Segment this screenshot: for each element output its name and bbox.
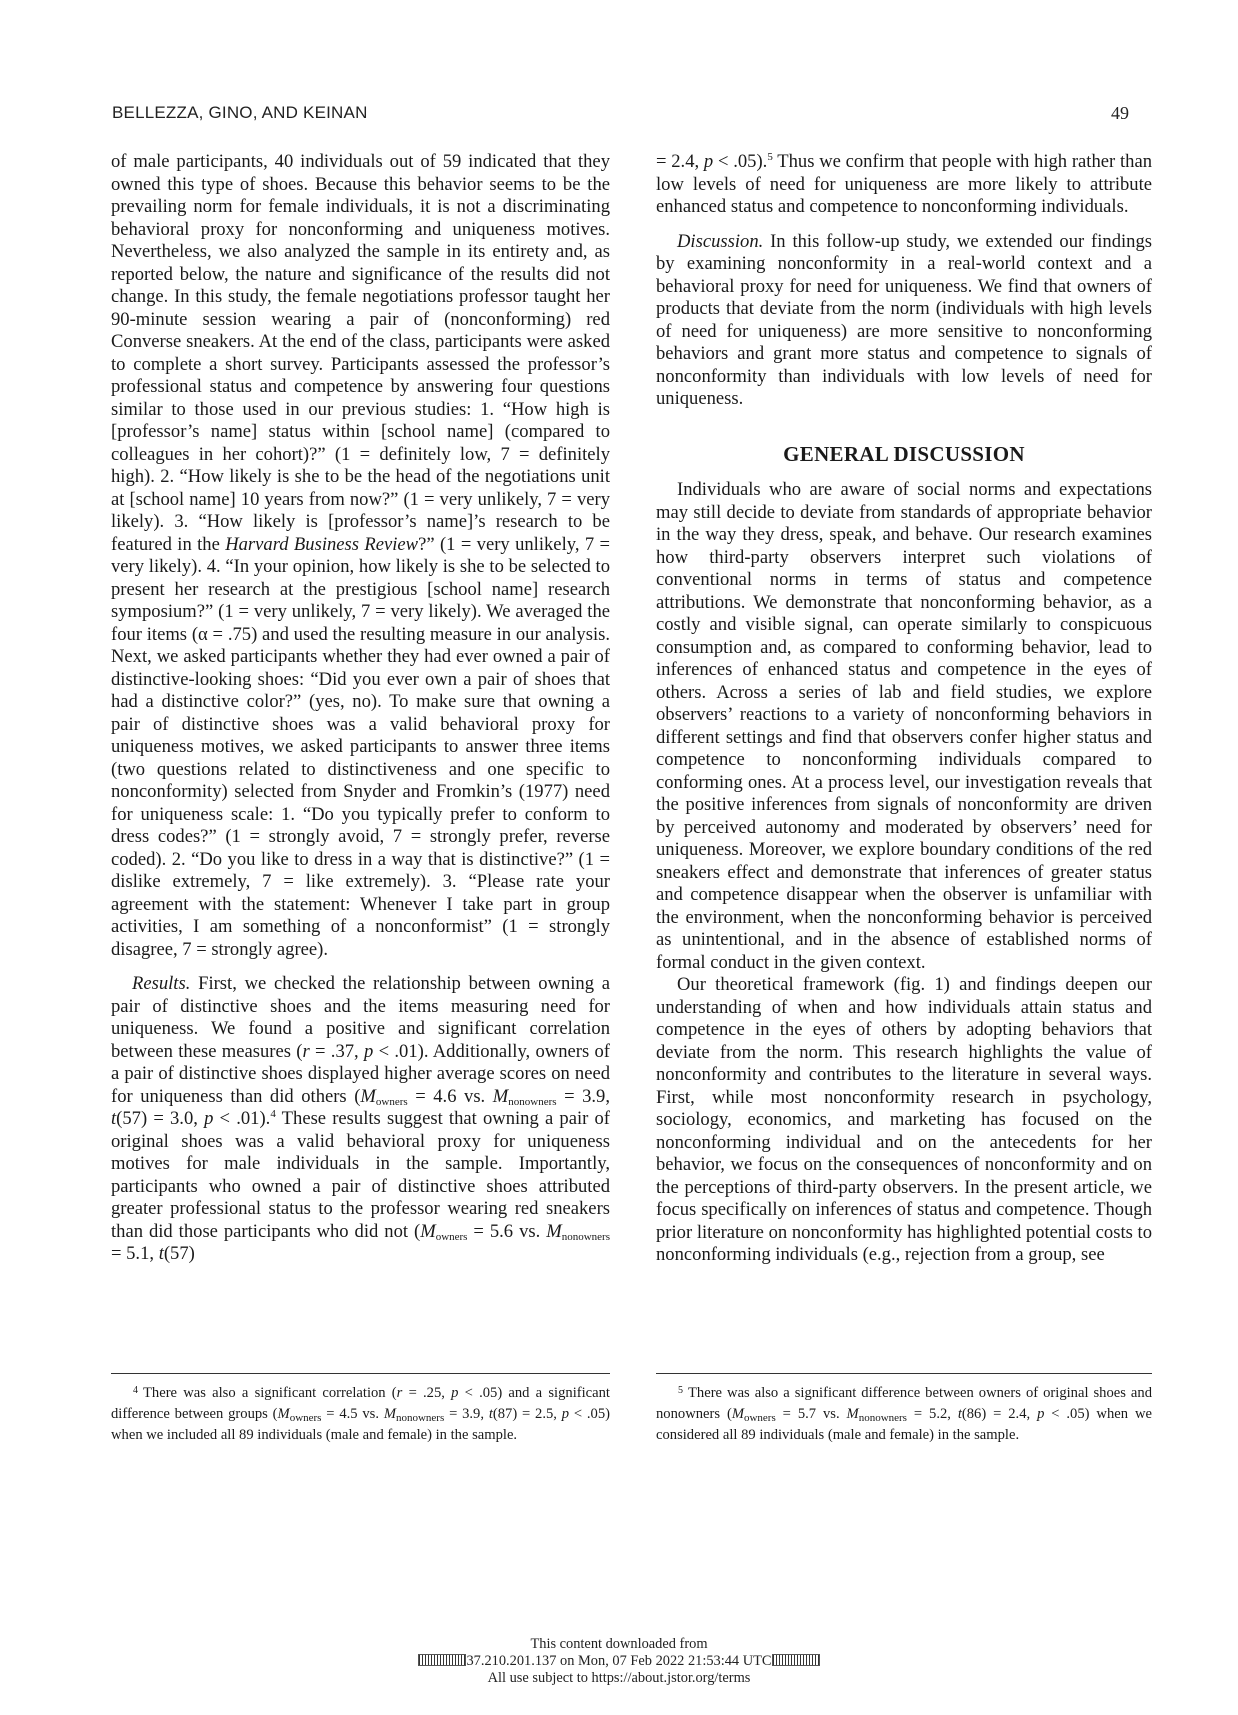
section-heading-general-discussion: GENERAL DISCUSSION <box>783 441 1025 466</box>
footer-terms-link[interactable]: All use subject to https://about.jstor.org/terms <box>487 1670 751 1686</box>
body-paragraph: Our theoretical framework (fig. 1) and findings deepen our understanding of when and how individuals attain status and competence in the eyes of others by adopting behaviors that deviate from the norm. This research highlights the value of nonconformity and contributes to the literature in several ways. First, while most nonconformity research in psychology, sociology, economics, and marketing has focused on the nonconforming individual and on the antecedents for her behavior, we focus on the consequences of nonconformity and on the perceptions of third-party observers. In the present article, we focus specifically on inferences of status and competence. Though prior literature on nonconformity has highlighted potential costs to nonconforming individuals (e.g., rejection from a group, see <box>656 974 1152 1265</box>
discussion-paragraph: Discussion. In this follow-up study, we extended our findings by examining nonconformity in a real-world context and a behavioral proxy for need for uniqueness. We find that owners of products that deviate from the norm (individuals with high levels of need for uniqueness) are more sensitive to nonconforming behaviors and grant more status and competence to signals of nonconformity than individuals with low levels of need for uniqueness. <box>656 230 1152 409</box>
footer-line: 37.210.201.137 on Mon, 07 Feb 2022 21:53:44 UTC <box>0 1653 1238 1670</box>
barcode-icon <box>772 1654 820 1666</box>
barcode-icon <box>418 1654 466 1666</box>
footer-line: This content downloaded from <box>530 1636 708 1652</box>
footnote-divider <box>111 1373 610 1374</box>
footnote-divider <box>656 1373 1152 1374</box>
left-column <box>111 151 610 1266</box>
footnote-ref-5: 5 <box>767 150 773 163</box>
footnote-ref-4: 4 <box>270 1107 276 1120</box>
footnote-5: $^5$ There was also a significant difference between owners of original shoes and nonowners ($M_{owners} = 5.7$ vs. $M_{nonowners} = 5.2$, t(86) = 2.4, p < .05) when we considered all 89 individuals (male and female) in the sample. <box>656 1385 1152 1443</box>
body-paragraph: of male participants, 40 individuals out of 59 indicated that they owned this type of shoes. Because this behavior seems to be the prevailing norm for female individuals, it is not a discriminating behavioral proxy for nonconforming and uniqueness motives. Nevertheless, we also analyzed the sample in its entirety and, as reported below, the nature and significance of the results did not change. In this study, the female negotiations professor taught her 90-minute session wearing a pair of (nonconforming) red Converse sneakers. At the end of the class, participants were asked to complete a short survey. Participants assessed the professor’s professional status and competence by answering four questions similar to those used in our previous studies: 1. “How high is [professor’s name] status within [school name] (compared to colleagues in her cohort)?” (1 = definitely low, 7 = definitely high). 2. “How likely is she to be the head of the negotiations unit at [school name] 10 years from now?” (1 = very unlikely, 7 = very likely). 3. “How likely is [professor’s name]’s research to be featured in the Harvard Business Review?” (1 = very unlikely, 7 = very likely). 4. “In your opinion, how likely is she to be selected to present her research at the prestigious [school name] research symposium?” (1 = very unlikely, 7 = very likely). We averaged the four items (α = .75) and used the resulting measure in our analysis. Next, we asked participants whether they had ever owned a pair of distinctive-looking shoes: “Did you ever own a pair of shoes that had a distinctive color?” (yes, no). To make sure that owning a pair of distinctive shoes was a valid behavioral proxy for uniqueness motives, we asked participants to answer three items (two questions related to distinctiveness and one specific to nonconformity) selected from Snyder and Fromkin’s (1977) need for uniqueness scale: 1. “Do you typically prefer to conform to dress codes?” (1 = strongly avoid, 7 = strongly prefer, reverse coded). 2. “Do you like to dress in a way that is distinctive?” (1 = dislike extremely, 7 = like extremely). 3. “Please rate your agreement with the statement: Whenever I take part in group activities, I am something of a nonconformist” (1 = strongly disagree, 7 = strongly agree). <box>111 151 610 960</box>
download-footer <box>0 1636 1238 1687</box>
results-paragraph: Results. First, we checked the relationship between owning a pair of distinctive shoes and the items measuring need for uniqueness. We found a positive and significant correlation between these measures (r = .37, p < .01). Additionally, owners of a pair of distinctive shoes displayed higher average scores on need for uniqueness than did others ($M_{owners} = 4.6$ vs. $M_{nonowners} = 3.9$, t(57) = 3.0, p < .01).$^4$ These results suggest that owning a pair of original shoes was a valid behavioral proxy for uniqueness motives for male individuals in the sample. Importantly, participants who owned a pair of distinctive shoes attributed greater professional status to the professor wearing red sneakers than did those participants who did not ($M_{owners} = 5.6$ vs. $M_{nonowners} = 5.1$, t(57) <box>111 973 610 1264</box>
page-number: 49 <box>1111 103 1129 123</box>
running-header-authors: BELLEZZA, GINO, AND KEINAN <box>112 103 368 122</box>
discussion-run-in-heading: Discussion. <box>677 230 764 252</box>
footnote-4: $^4$ There was also a significant correlation (r = .25, p < .05) and a significant difference between groups ($M_{owners} = 4.5$ vs. $M_{nonowners} = 3.9$, t(87) = 2.5, p < .05) when we included all 89 individuals (male and female) in the sample. <box>111 1385 610 1443</box>
body-paragraph: Individuals who are aware of social norms and expectations may still decide to deviate from standards of appropriate behavior in the way they dress, speak, and behave. Our research examines how third-party observers interpret such violations of conventional norms in terms of status and competence attributions. We demonstrate that nonconforming behavior, as a costly and visible signal, can operate similarly to conspicuous consumption and, as compared to conforming behavior, lead to inferences of enhanced status and competence in the eyes of others. Across a series of lab and field studies, we explore observers’ reactions to a variety of nonconforming behaviors in different settings and find that observers confer higher status and competence to nonconforming individuals compared to conforming ones. At a process level, our investigation reveals that the positive inferences from signals of nonconformity are driven by perceived autonomy and moderated by observers’ need for uniqueness. Moreover, we explore boundary conditions of the red sneakers effect and demonstrate that inferences of greater status and competence disappear when the observer is unfamiliar with the environment, when the nonconforming behavior is perceived as unintentional, and in the absence of established norms of formal conduct in the given context. <box>656 479 1152 973</box>
results-run-in-heading: Results. <box>132 973 191 994</box>
right-column <box>656 151 1152 1267</box>
body-paragraph: = 2.4, p < .05).$^5$ Thus we confirm that people with high rather than low levels of need for uniqueness are more likely to attribute enhanced status and competence to nonconforming individuals. <box>656 150 1152 217</box>
